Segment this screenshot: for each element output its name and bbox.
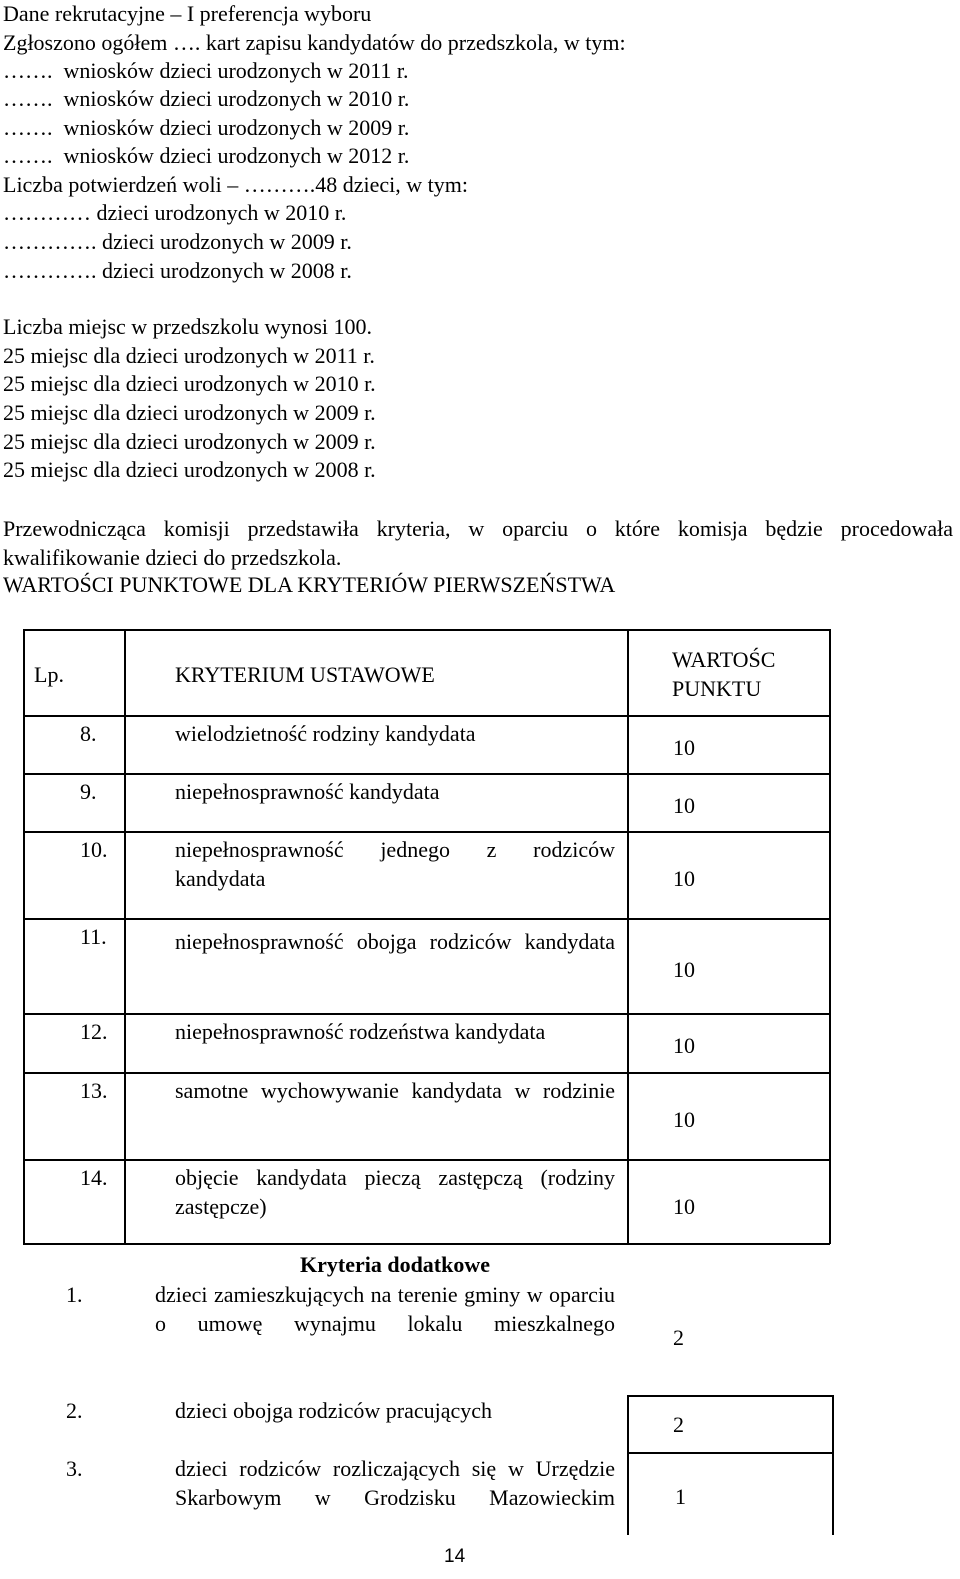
row-criterion: dzieci obojga rodziców pracujących bbox=[175, 1398, 493, 1423]
row-value: 10 bbox=[673, 1107, 695, 1132]
row-value: 10 bbox=[673, 735, 695, 760]
places-line-2: 25 miejsc dla dzieci urodzonych w 2011 r. bbox=[3, 343, 375, 368]
row-value: 10 bbox=[673, 866, 695, 891]
row-lp: 2. bbox=[66, 1398, 83, 1423]
row-lp: 12. bbox=[80, 1019, 108, 1044]
row-lp: 14. bbox=[80, 1165, 108, 1190]
row-value: 10 bbox=[673, 793, 695, 818]
intro-line-4: ……. wniosków dzieci urodzonych w 2010 r. bbox=[3, 86, 410, 111]
header-lp: Lp. bbox=[34, 662, 64, 687]
row-value: 2 bbox=[673, 1412, 684, 1437]
row-criterion: samotne wychowywanie kandydata w rodzinie bbox=[175, 1078, 615, 1103]
row-criterion: niepełnosprawność obojga rodziców kandydata bbox=[175, 929, 615, 954]
row-lp: 3. bbox=[66, 1456, 83, 1481]
row-criterion: niepełnosprawność kandydata bbox=[175, 779, 440, 804]
row-lp: 13. bbox=[80, 1078, 108, 1103]
extra-criteria-title: Kryteria dodatkowe bbox=[299, 1252, 491, 1277]
section-heading: WARTOŚCI PUNKTOWE DLA KRYTERIÓW PIERWSZEŃSTWA bbox=[3, 572, 616, 597]
row-lp: 10. bbox=[80, 837, 108, 862]
places-line-4: 25 miejsc dla dzieci urodzonych w 2009 r. bbox=[3, 400, 376, 425]
intro-line-1: Dane rekrutacyjne – I preferencja wyboru bbox=[3, 1, 372, 26]
intro-line-7: Liczba potwierdzeń woli – ……….48 dzieci, w tym: bbox=[3, 172, 468, 197]
page-number: 14 bbox=[444, 1546, 466, 1567]
commission-paragraph: Przewodnicząca komisji przedstawiła kryteria, w oparciu o które komisja będzie procedowała kwalifikowanie dzieci do przedszkola. bbox=[3, 516, 953, 570]
intro-line-10: …………. dzieci urodzonych w 2008 r. bbox=[3, 258, 352, 283]
intro-line-6: ……. wniosków dzieci urodzonych w 2012 r. bbox=[3, 143, 410, 168]
row-value: 10 bbox=[673, 957, 695, 982]
header-value: WARTOŚC PUNKTU bbox=[672, 647, 776, 701]
places-line-1: Liczba miejsc w przedszkolu wynosi 100. bbox=[3, 314, 373, 339]
header-criterion: KRYTERIUM USTAWOWE bbox=[175, 662, 435, 687]
places-line-6: 25 miejsc dla dzieci urodzonych w 2008 r. bbox=[3, 457, 376, 482]
row-lp: 11. bbox=[80, 924, 107, 949]
intro-line-8: ………… dzieci urodzonych w 2010 r. bbox=[3, 200, 347, 225]
intro-line-9: …………. dzieci urodzonych w 2009 r. bbox=[3, 229, 352, 254]
row-value: 2 bbox=[673, 1325, 684, 1350]
row-criterion: dzieci rodziców rozliczających się w Urzędzie Skarbowym w Grodzisku Mazowieckim bbox=[175, 1456, 615, 1510]
intro-line-2: Zgłoszono ogółem …. kart zapisu kandydatów do przedszkola, w tym: bbox=[3, 30, 626, 55]
row-criterion: niepełnosprawność jednego z rodziców kandydata bbox=[175, 837, 615, 891]
row-lp: 9. bbox=[80, 779, 97, 804]
row-value: 10 bbox=[673, 1194, 695, 1219]
intro-line-3: ……. wniosków dzieci urodzonych w 2011 r. bbox=[3, 58, 409, 83]
places-line-3: 25 miejsc dla dzieci urodzonych w 2010 r. bbox=[3, 371, 376, 396]
row-lp: 1. bbox=[66, 1282, 83, 1307]
places-line-5: 25 miejsc dla dzieci urodzonych w 2009 r. bbox=[3, 429, 376, 454]
row-criterion: objęcie kandydata pieczą zastępczą (rodziny zastępcze) bbox=[175, 1165, 615, 1219]
row-value: 10 bbox=[673, 1033, 695, 1058]
row-value: 1 bbox=[675, 1484, 686, 1509]
row-criterion: dzieci zamieszkujących na terenie gminy w oparciu o umowę wynajmu lokalu mieszkalnego bbox=[155, 1282, 615, 1336]
row-criterion: wielodzietność rodziny kandydata bbox=[175, 721, 476, 746]
intro-line-5: ……. wniosków dzieci urodzonych w 2009 r. bbox=[3, 115, 410, 140]
row-lp: 8. bbox=[80, 721, 97, 746]
row-criterion: niepełnosprawność rodzeństwa kandydata bbox=[175, 1019, 546, 1044]
